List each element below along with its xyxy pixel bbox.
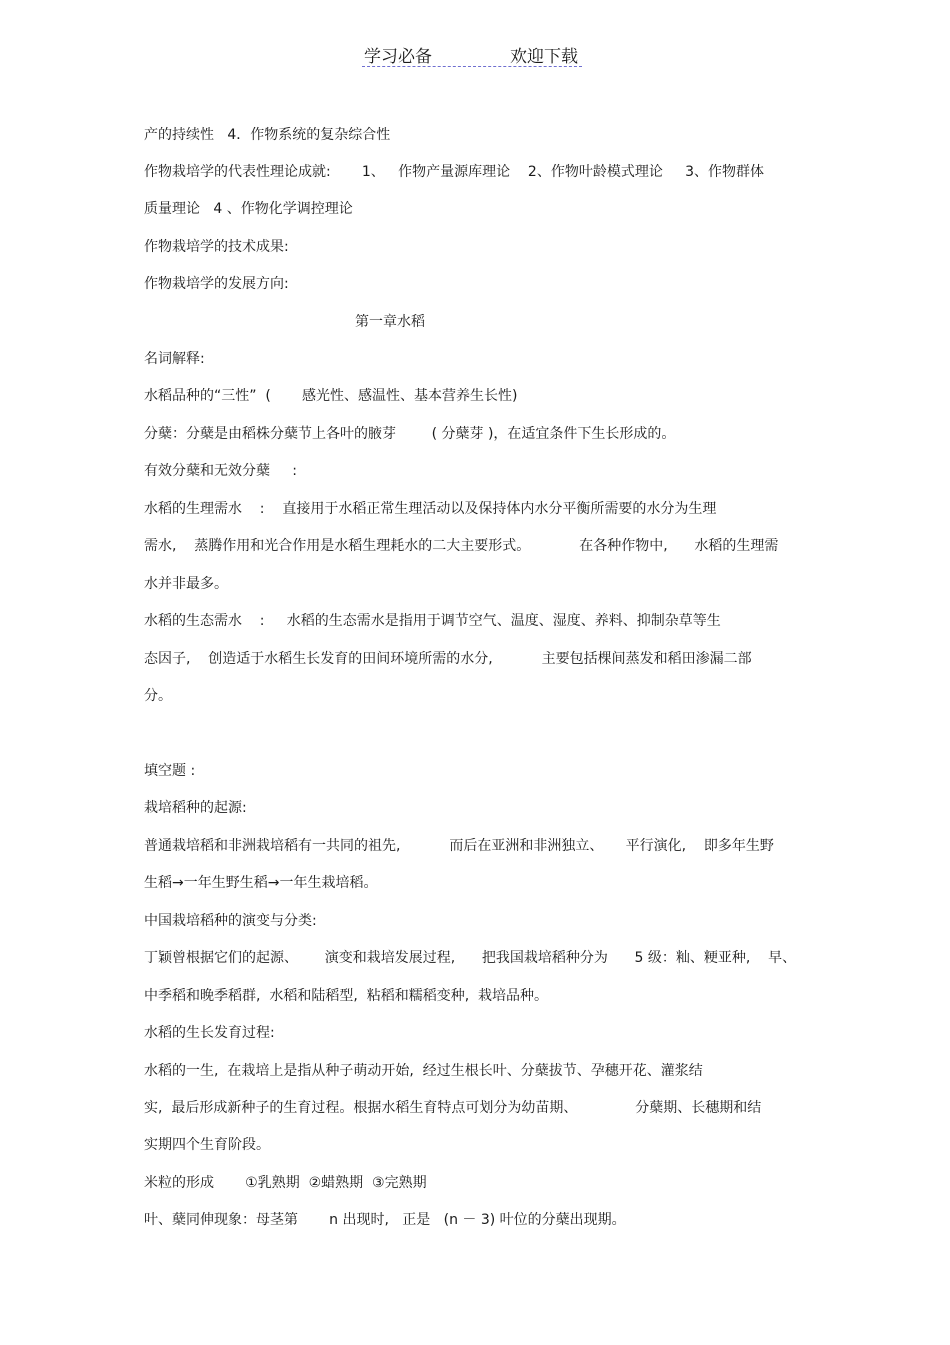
- text-line: 实期四个生育阶段。: [144, 1137, 270, 1153]
- text-line: 水稻品种的“三性” ( 感光性、感温性、基本营养生长性): [144, 388, 518, 404]
- chapter-title: 第一章水稻: [355, 314, 425, 330]
- text-line: 态因子, 创造适于水稻生长发育的田间环境所需的水分, 主要包括棵间蒸发和稻田渗漏二部: [144, 651, 752, 667]
- text-line: 分。: [144, 688, 172, 704]
- text-line: 丁颖曾根据它们的起源、 演变和栽培发展过程, 把我国栽培稻种分为 5 级：籼、粳亚种, 早、: [144, 950, 797, 966]
- text-line: 有效分蘖和无效分蘖 :: [144, 463, 297, 479]
- header-left-text: 学习必备: [364, 47, 432, 67]
- text-line: 米粒的形成 ①乳熟期 ②蜡熟期 ③完熟期: [144, 1175, 427, 1191]
- text-line: 水稻的生态需水 : 水稻的生态需水是指用于调节空气、温度、湿度、养料、抑制杂草等生: [144, 613, 721, 629]
- text-line: 普通栽培稻和非洲栽培稻有一共同的祖先, 而后在亚洲和非洲独立、 平行演化, 即多年生野: [144, 838, 774, 854]
- section-heading: 填空题 :: [144, 763, 196, 779]
- text-line: 名词解释:: [144, 351, 205, 367]
- text-line: 水稻的生长发育过程:: [144, 1025, 275, 1041]
- text-line: 作物栽培学的代表性理论成就: 1、 作物产量源库理论 2、作物叶龄模式理论 3、作物群体: [144, 164, 764, 180]
- text-line: 水稻的生理需水 : 直接用于水稻正常生理活动以及保持体内水分平衡所需要的水分为生理: [144, 501, 717, 517]
- text-line: 栽培稻种的起源:: [144, 800, 247, 816]
- header-right-text: 欢迎下载: [510, 47, 578, 67]
- text-line: 水稻的一生, 在栽培上是指从种子萌动开始, 经过生根长叶、分蘖拔节、孕穗开花、灌浆结: [144, 1063, 703, 1079]
- text-line: 需水, 蒸腾作用和光合作用是水稻生理耗水的二大主要形式。 在各种作物中, 水稻的生理需: [144, 538, 779, 554]
- text-line: 水并非最多。: [144, 576, 228, 592]
- text-line: 叶、蘖同伸现象：母茎第 n 出现时, 正是 (n － 3) 叶位的分蘖出现期。: [144, 1212, 626, 1228]
- text-line: 生稻→一年生野生稻→一年生栽培稻。: [144, 875, 378, 891]
- text-line: 作物栽培学的发展方向:: [144, 276, 289, 292]
- text-line: 中国栽培稻种的演变与分类:: [144, 913, 317, 929]
- text-line: 中季稻和晚季稻群, 水稻和陆稻型, 粘稻和糯稻变种, 栽培品种。: [144, 988, 549, 1004]
- text-line: 分蘖：分蘖是由稻株分蘖节上各叶的腋芽 ( 分蘖芽 )，在适宜条件下生长形成的。: [144, 426, 676, 442]
- text-line: 质量理论 4 、作物化学调控理论: [144, 201, 353, 217]
- text-line: 产的持续性 4．作物系统的复杂综合性: [144, 127, 391, 143]
- text-line: 作物栽培学的技术成果:: [144, 239, 289, 255]
- text-line: 实, 最后形成新种子的生育过程。根据水稻生育特点可划分为幼苗期、 分蘖期、长穗期和结: [144, 1100, 762, 1116]
- page-header: [362, 40, 582, 67]
